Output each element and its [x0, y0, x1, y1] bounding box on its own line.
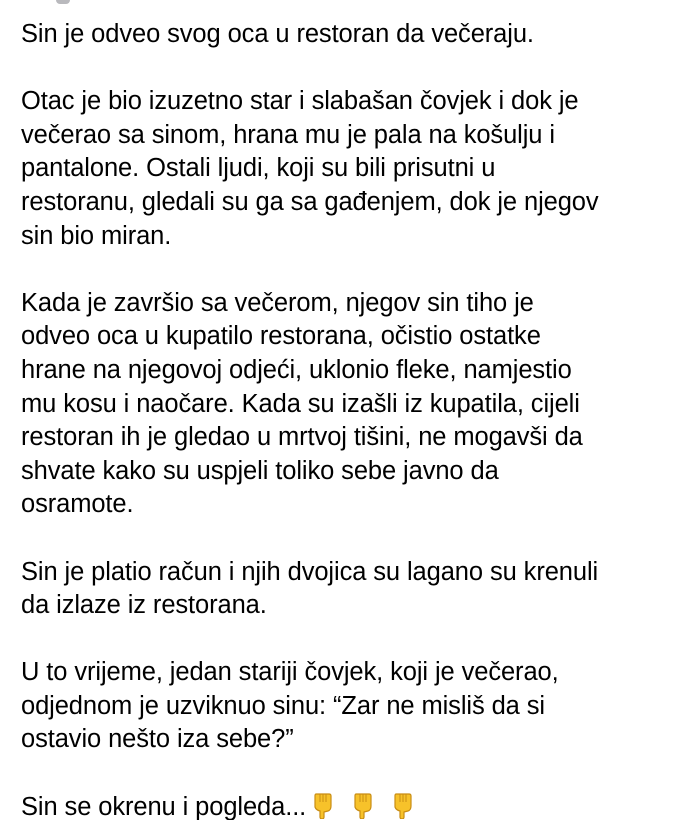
paragraph-5: U to vrijeme, jedan stariji čovjek, koji je večerao, odjednom je uzviknuo sinu: “Zar ne misliš da si ostavio nešto iza sebe?” — [21, 658, 559, 754]
paragraph-4: Sin je platio račun i njih dvojica su lagano su krenuli da izlaze iz restorana. — [21, 557, 599, 620]
final-line: Sin se okrenu i pogleda... — [21, 792, 307, 820]
paragraph-3: Kada je završio sa večerom, njegov sin tiho je odveo oca u kupatilo restorana, očistio ostatke hrane na njegovoj odjeći, uklonio fleke, namjestio mu kosu i naočare. Kada su izašli iz kupatila, cijeli restoran ih je gledao u mrtvoj tišini, ne mogavši da shvate kako su uspjeli toliko sebe javno da osramote. — [21, 288, 583, 519]
pointing-down-hand-icon — [312, 791, 334, 819]
pointing-down-hand-icon — [392, 791, 414, 819]
pointing-down-hand-icon — [352, 791, 374, 819]
post-text — [21, 18, 689, 820]
scroll-indicator — [56, 0, 70, 4]
final-paragraph — [21, 791, 689, 820]
paragraph-1: Sin je odveo svog oca u restoran da večeraju. — [21, 20, 534, 48]
emoji-row — [312, 791, 414, 819]
paragraph-2: Otac je bio izuzetno star i slabašan čovjek i dok je večerao sa sinom, hrana mu je pala na košulju i pantalone. Ostali ljudi, koji su bili prisutni u restoranu, gledali su ga sa gađenjem, dok je njegov sin bio miran. — [21, 87, 599, 250]
